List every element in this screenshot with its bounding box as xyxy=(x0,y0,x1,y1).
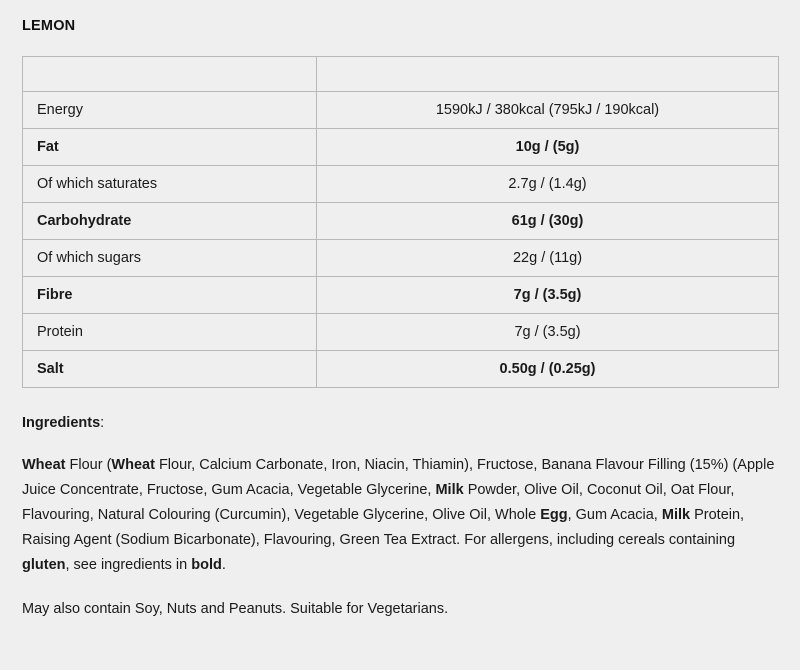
ingredients-text: . xyxy=(221,557,226,573)
nutrition-table-body xyxy=(23,57,779,388)
table-row xyxy=(23,203,779,240)
table-header-value xyxy=(317,57,779,92)
allergen-term: Egg xyxy=(540,507,568,523)
nutrient-label: Fibre xyxy=(23,277,317,314)
allergen-term: bold xyxy=(191,557,222,573)
allergen-term: Milk xyxy=(661,507,691,523)
table-header-row xyxy=(23,57,779,92)
nutrient-label: Of which saturates xyxy=(23,166,317,203)
table-row xyxy=(23,240,779,277)
nutrient-value: 22g / (11g) xyxy=(317,240,779,277)
page-title: LEMON xyxy=(22,18,76,34)
table-row xyxy=(23,92,779,129)
table-row xyxy=(23,314,779,351)
may-contain-note: May also contain Soy, Nuts and Peanuts. Suitable for Vegetarians. xyxy=(22,601,449,617)
nutrient-value: 7g / (3.5g) xyxy=(317,277,779,314)
ingredients-text: Flour, Calcium Carbonate, Iron, Niacin, Thiamin), Fructose, Banana Flavour Filling (15%) (Apple Juice Concentrate, Fructose, Gum Acacia, Vegetable Glycerine, xyxy=(22,457,775,498)
nutrient-label: Salt xyxy=(23,351,317,388)
allergen-term: Milk xyxy=(435,482,464,498)
nutrient-value: 7g / (3.5g) xyxy=(317,314,779,351)
nutrient-value: 0.50g / (0.25g) xyxy=(317,351,779,388)
nutrient-value: 10g / (5g) xyxy=(317,129,779,166)
table-header-label xyxy=(23,57,317,92)
allergen-term: Wheat xyxy=(22,457,66,473)
nutrient-value: 2.7g / (1.4g) xyxy=(317,166,779,203)
ingredients-text: Protein, Raising Agent (Sodium Bicarbonate), Flavouring, Green Tea Extract. For allergens, including cereals containing xyxy=(22,507,745,548)
ingredients-heading-label: Ingredients xyxy=(22,415,101,431)
nutrient-label: Energy xyxy=(23,92,317,129)
nutrient-value: 1590kJ / 380kcal (795kJ / 190kcal) xyxy=(317,92,779,129)
nutrition-table xyxy=(22,56,779,388)
nutrient-label: Fat xyxy=(23,129,317,166)
table-row xyxy=(23,277,779,314)
table-row xyxy=(23,166,779,203)
table-row xyxy=(23,129,779,166)
ingredients-text: Powder, Olive Oil, Coconut Oil, Oat Flour, Flavouring, Natural Colouring (Curcumin), Vegetable Glycerine, Olive Oil, Whole xyxy=(22,482,735,523)
ingredients-text: Flour ( xyxy=(65,457,112,473)
table-row xyxy=(23,351,779,388)
ingredients-heading xyxy=(22,415,778,431)
allergen-term: Wheat xyxy=(111,457,155,473)
nutrient-value: 61g / (30g) xyxy=(317,203,779,240)
ingredients-list xyxy=(22,453,777,578)
allergen-term: gluten xyxy=(22,557,66,573)
ingredients-text: , Gum Acacia, xyxy=(567,507,662,523)
nutrient-label: Carbohydrate xyxy=(23,203,317,240)
ingredients-text: , see ingredients in xyxy=(65,557,192,573)
ingredients-heading-colon: : xyxy=(100,415,105,431)
nutrient-label: Of which sugars xyxy=(23,240,317,277)
nutrient-label: Protein xyxy=(23,314,317,351)
